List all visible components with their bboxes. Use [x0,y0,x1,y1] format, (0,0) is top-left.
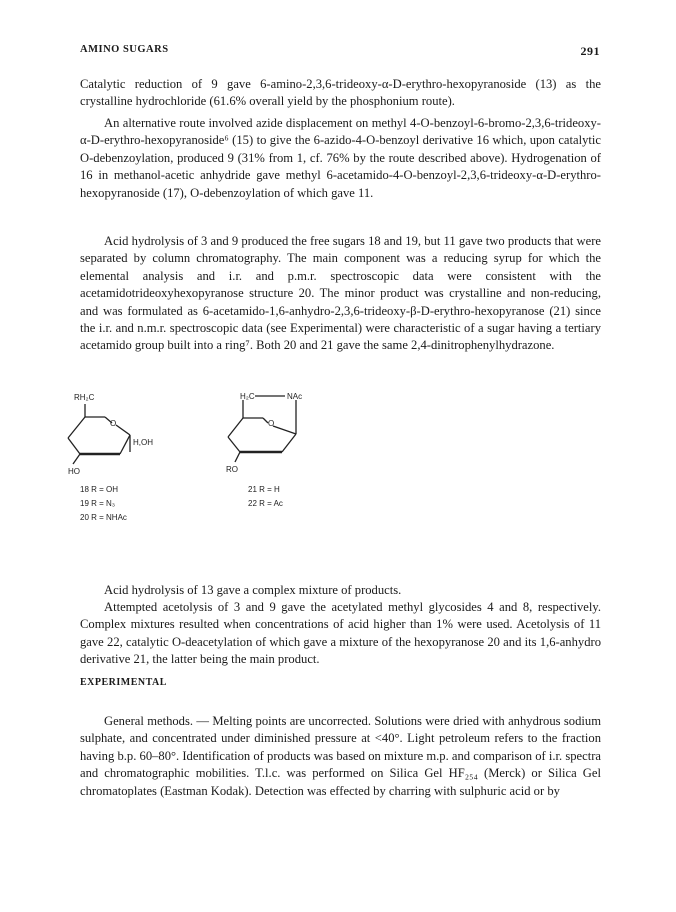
right-nac-label: NAc [287,392,303,401]
left-anomeric-label: H,OH [133,438,153,447]
caption-compound-19: 19 R = N₃ [80,499,116,508]
running-head [80,44,600,60]
paragraph-general-methods: General methods. — Melting points are uncorrected. Solutions were dried with anhydrous sodium sulphate, and concentrated under diminished pressure at <40°. Light petroleum refers to the fraction having b.p. 60–80°. Identification of products was based on mixture m.p. and comparison of i.r. spectra and chromatographic mobilities. T.l.c. was performed on Silica Gel HF₂₅₄ (Merck) or Silica Gel chromatoplates (Eastman Kodak). Detection was effected by charring with sulphuric acid or by [80,714,601,798]
running-title: AMINO SUGARS [80,44,169,55]
caption-compound-20: 20 R = NHAc [80,513,127,522]
paragraph-catalytic-reduction: Catalytic reduction of 9 gave 6-amino-2,3,6-trideoxy-α-D-erythro-hexopyranoside (13) as the crystalline hydrochloride (61.6% overall yield by the phosphonium route). [80,77,601,109]
paragraph-acetolysis: Attempted acetolysis of 3 and 9 gave the acetylated methyl glycosides 4 and 8, respectively. Complex mixtures resulted when concentrations of acid higher than 1% were used. Acetolysis of 11 gave 22, catalytic O-deacetylation of which gave a mixture of the hexopyranose 20 and its 1,6-anhydro derivative 21, the latter being the main product. [80,600,601,667]
caption-compound-21: 21 R = H [248,485,280,494]
paragraph-alternative-route: An alternative route involved azide displacement on methyl 4-O-benzoyl-6-bromo-2,3,6-trideoxy-α-D-erythro-hexopyranoside⁶ (15) to give the 6-azido-4-O-benzoyl derivative 16 which, upon catalytic O-debenzoylation, produced 9 (31% from 1, cf. 76% by the route described above). Hydrogenation of 16 in methanol-acetic anhydride gave methyl 6-acetamido-4-O-benzoyl-2,3,6-trideoxy-α-D-erythro-hexopyranoside (17), O-debenzoylation of which gave 11. [80,116,601,200]
structure-left [68,404,130,464]
right-h2c-label: H₂C [240,392,255,401]
right-ring-oxygen-label: O [268,419,275,428]
left-hydroxyl-label: HO [68,467,80,476]
left-ring-oxygen-label: O [110,419,117,428]
paragraph-acid-hydrolysis: Acid hydrolysis of 3 and 9 produced the free sugars 18 and 19, but 11 gave two products that were separated by column chromatography. The main component was a reducing syrup for which the elemental analysis and i.r. and p.m.r. spectroscopic data were consistent with the acetamidotrideoxyhexopyranose structure 20. The minor product was crystalline and non-reducing, and was formulated as 6-acetamido-1,6-anhydro-2,3,6-trideoxy-β-D-erythro-hexopyranose (21) since the i.r. and n.m.r. spectroscopic data (see Experimental) were characteristic of a sugar having a tertiary acetamido group built into a ring⁷. Both 20 and 21 gave the same 2,4-dinitrophenylhydrazone. [80,234,601,353]
page-number: 291 [580,44,600,58]
paragraph-hydrolysis-13: Acid hydrolysis of 13 gave a complex mixture of products. [104,583,402,597]
left-rh2c-label: RH₂C [74,393,95,402]
chemical-structures-figure [60,388,420,533]
caption-compound-22: 22 R = Ac [248,499,283,508]
structure-drawing [60,388,420,533]
right-ro-label: RO [226,465,238,474]
section-heading-experimental: EXPERIMENTAL [80,677,167,688]
caption-compound-18: 18 R = OH [80,485,119,494]
structure-right [228,396,296,462]
